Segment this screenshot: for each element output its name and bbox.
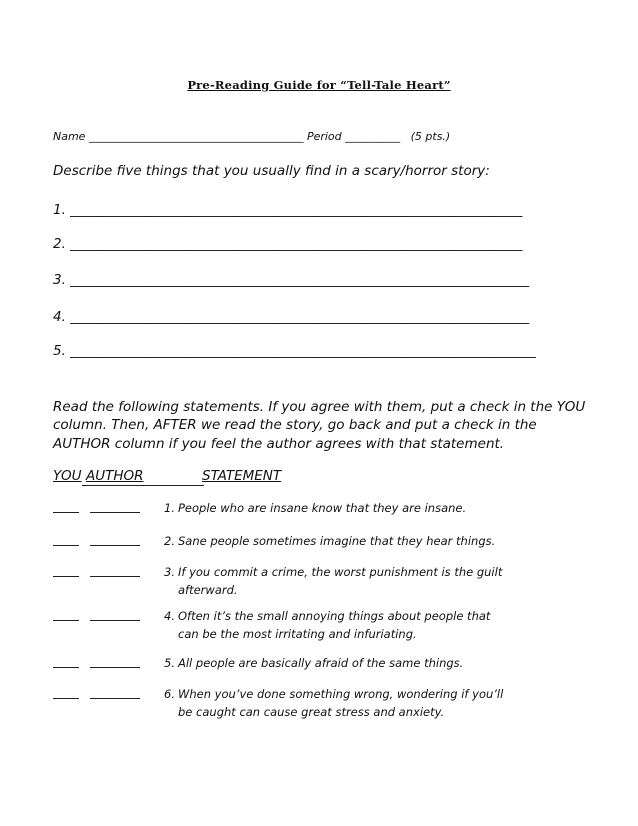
column-header-author: AUTHOR	[86, 468, 144, 484]
answer-line-2: 2. ___________________________________________________________________	[53, 236, 523, 252]
answer-line-1: 1. ___________________________________________________________________	[53, 202, 523, 218]
statement-text	[164, 564, 564, 599]
author-check-blank[interactable]	[90, 698, 140, 699]
author-check-blank[interactable]	[90, 576, 140, 577]
statement-line: Sane people sometimes imagine that they hear things.	[178, 534, 496, 548]
statement-number: 4.	[164, 609, 175, 623]
statement-line: Often it’s the small annoying things about people that	[178, 609, 491, 623]
you-check-blank[interactable]	[53, 545, 79, 546]
statement-line: When you’ve done something wrong, wondering if you’ll	[178, 687, 504, 701]
statement-number: 6.	[164, 687, 175, 701]
author-check-blank[interactable]	[90, 620, 140, 621]
you-check-blank[interactable]	[53, 620, 79, 621]
describe-prompt: Describe five things that you usually find in a scary/horror story:	[53, 163, 490, 179]
statement-line: All people are basically afraid of the same things.	[178, 656, 464, 670]
statement-line: If you commit a crime, the worst punishment is the guilt	[178, 565, 503, 579]
statement-text	[164, 500, 564, 518]
column-header-underline	[82, 485, 204, 486]
statement-line: People who are insane know that they are insane.	[178, 501, 467, 515]
column-header-you: YOU	[53, 468, 82, 484]
statement-number: 3.	[164, 565, 175, 579]
author-check-blank[interactable]	[90, 512, 140, 513]
column-header-statement: STATEMENT	[202, 468, 282, 484]
answer-line-4: 4. ____________________________________________________________________	[53, 309, 530, 325]
you-check-blank[interactable]	[53, 576, 79, 577]
statement-number: 1.	[164, 501, 175, 515]
statement-text	[164, 533, 564, 551]
statement-text	[164, 608, 564, 643]
you-check-blank[interactable]	[53, 512, 79, 513]
statement-text	[164, 655, 564, 673]
statement-line-continued: can be the most irritating and infuriating.	[178, 626, 417, 641]
answer-line-3: 3. ____________________________________________________________________	[53, 272, 530, 288]
statement-number: 2.	[164, 534, 175, 548]
name-period-line: Name _______________________________________ Period __________ (5 pts.)	[53, 130, 451, 143]
answer-line-5: 5. _____________________________________________________________________	[53, 343, 536, 359]
you-check-blank[interactable]	[53, 667, 79, 668]
statement-line-continued: be caught can cause great stress and anxiety.	[178, 704, 445, 719]
statement-text	[164, 686, 564, 721]
you-check-blank[interactable]	[53, 698, 79, 699]
author-check-blank[interactable]	[90, 545, 140, 546]
statement-line-continued: afterward.	[178, 582, 238, 597]
instructions-paragraph: Read the following statements. If you agree with them, put a check in the YOU column. Then, AFTER we read the story, go back and put a check in the AUTHOR column if you feel the author agrees with that statement.	[53, 399, 586, 452]
statement-number: 5.	[164, 656, 175, 670]
page-title: Pre-Reading Guide for “Tell-Tale Heart”	[187, 78, 451, 92]
author-check-blank[interactable]	[90, 667, 140, 668]
